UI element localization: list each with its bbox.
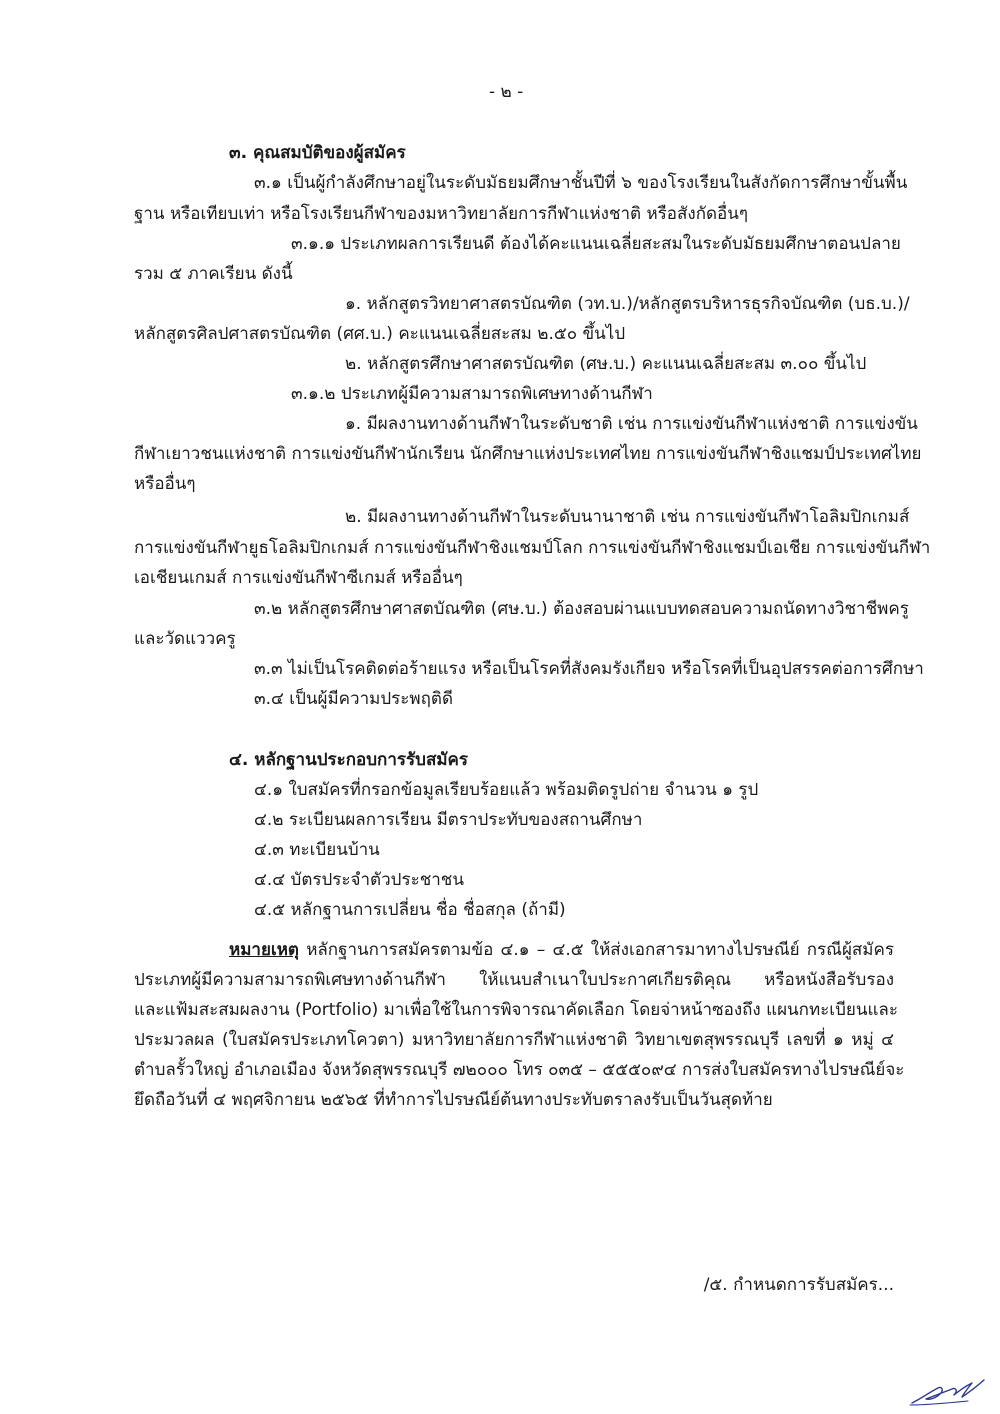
note-line-1-text: หลักฐานการสมัครตามข้อ ๔.๑ – ๔.๕ ให้ส่งเอกสารมาทางไปรษณีย์ กรณีผู้สมัคร [306,940,894,960]
note-line-5: ตำบลรั้วใหญ่ อำเภอเมือง จังหวัดสุพรรณบุรี ๗๒๐๐๐ โทร ๐๓๕ – ๕๕๕๐๙๔ การส่งใบสมัครทางไปรษณีย์จะ [134,1060,905,1080]
section-3-1-1-item-2: ๒. หลักสูตรศึกษาศาสตรบัณฑิต (ศษ.บ.) คะแนนเฉลี่ยสะสม ๓.๐๐ ขึ้นไป [345,354,867,374]
note-line-4: ประมวลผล (ใบสมัครประเภทโควตา) มหาวิทยาลัยการกีฬาแห่งชาติ วิทยาเขตสุพรรณบุรี เลขที่ ๑ หมู่ ๔ [134,1030,894,1050]
section-4-item: ๔.๕ หลักฐานการเปลี่ยน ชื่อ ชื่อสกุล (ถ้ามี) [254,900,566,920]
section-3-1-1-item-1-line-2: หลักสูตรศิลปศาสตรบัณฑิต (ศศ.บ.) คะแนนเฉลี่ยสะสม ๒.๕๐ ขึ้นไป [134,324,626,344]
section-3-4: ๓.๔ เป็นผู้มีความประพฤติดี [254,689,453,709]
section-3-1-2-item-2-line-1: ๒. มีผลงานทางด้านกีฬาในระดับนานาชาติ เช่น การแข่งขันกีฬาโอลิมปิกเกมส์ [345,507,910,527]
section-3-2-line-2: และวัดแววครู [134,629,236,649]
continuation-text: /๕. กำหนดการรับสมัคร... [703,1275,894,1295]
section-3-1-2-item-1-line-3: หรืออื่นๆ [134,474,196,494]
section-3-1-2-item-2-line-3: เอเชียนเกมส์ การแข่งขันกีฬาซีเกมส์ หรืออื่นๆ [134,568,463,588]
section-3-1-1-line-2: รวม ๕ ภาคเรียน ดังนี้ [134,264,293,284]
section-3-2-line-1: ๓.๒ หลักสูตรศึกษาศาสตบัณฑิต (ศษ.บ.) ต้องสอบผ่านแบบทดสอบความถนัดทางวิชาชีพครู [254,599,909,619]
section-4-heading: ๔. หลักฐานประกอบการรับสมัคร [229,750,469,770]
section-3-1-1-line-1: ๓.๑.๑ ประเภทผลการเรียนดี ต้องได้คะแนนเฉลี่ยสะสมในระดับมัธยมศึกษาตอนปลาย [291,234,901,254]
section-3-1-2-heading: ๓.๑.๒ ประเภทผู้มีความสามารถพิเศษทางด้านกีฬา [291,384,653,404]
section-3-heading: ๓. คุณสมบัติของผู้สมัคร [229,143,406,163]
section-3-1-2-item-1-line-2: กีฬาเยาวชนแห่งชาติ การแข่งขันกีฬานักเรียน นักศึกษาแห่งประเทศไทย การแข่งขันกีฬาชิงแชมป์ประเทศไทย [134,444,922,464]
note-line-3: และแฟ้มสะสมผลงาน (Portfolio) มาเพื่อใช้ในการพิจารณาคัดเลือก โดยจ่าหน้าซองถึง แผนกทะเบียนและ [134,1000,898,1020]
note-line-1 [229,938,894,962]
note-line-6: ยึดถือวันที่ ๔ พฤศจิกายน ๒๕๖๕ ที่ทำการไปรษณีย์ต้นทางประทับตราลงรับเป็นวันสุดท้าย [134,1090,773,1110]
section-3-1-2-item-1-line-1: ๑. มีผลงานทางด้านกีฬาในระดับชาติ เช่น การแข่งขันกีฬาแห่งชาติ การแข่งขัน [345,414,918,434]
section-4-item: ๔.๑ ใบสมัครที่กรอกข้อมูลเรียบร้อยแล้ว พร้อมติดรูปถ่าย จำนวน ๑ รูป [254,780,759,800]
section-3-1-1-item-1-line-1: ๑. หลักสูตรวิทยาศาสตรบัณฑิต (วท.บ.)/หลักสูตรบริหารธุรกิจบัณฑิต (บธ.บ.)/ [345,294,910,314]
section-4-item: ๔.๒ ระเบียนผลการเรียน มีตราประทับของสถานศึกษา [254,810,643,830]
signature-mark [908,1374,988,1408]
section-4-item: ๔.๓ ทะเบียนบ้าน [254,840,380,860]
page-number: - ๒ - [489,82,524,102]
section-3-1-line-2: ฐาน หรือเทียบเท่า หรือโรงเรียนกีฬาของมหาวิทยาลัยการกีฬาแห่งชาติ หรือสังกัดอื่นๆ [134,204,748,224]
section-3-3: ๓.๓ ไม่เป็นโรคติดต่อร้ายแรง หรือเป็นโรคที่สังคมรังเกียจ หรือโรคที่เป็นอุปสรรคต่อการศึกษา [254,659,924,679]
note-label: หมายเหตุ [229,940,299,960]
section-4-item: ๔.๔ บัตรประจำตัวประชาชน [254,870,464,890]
section-3-1-line-1: ๓.๑ เป็นผู้กำลังศึกษาอยู่ในระดับมัธยมศึกษาชั้นปีที่ ๖ ของโรงเรียนในสังกัดการศึกษาขั้นพื้น [254,173,908,193]
section-3-1-2-item-2-line-2: การแข่งขันกีฬายูธโอลิมปิกเกมส์ การแข่งขันกีฬาชิงแชมป์โลก การแข่งขันกีฬาชิงแชมป์เอเชีย การแข่งขันกีฬา [134,538,931,558]
note-line-2: ประเภทผู้มีความสามารถพิเศษทางด้านกีฬา ให้แนบสำเนาใบประกาศเกียรติคุณ หรือหนังสือรับรอง [134,970,894,990]
